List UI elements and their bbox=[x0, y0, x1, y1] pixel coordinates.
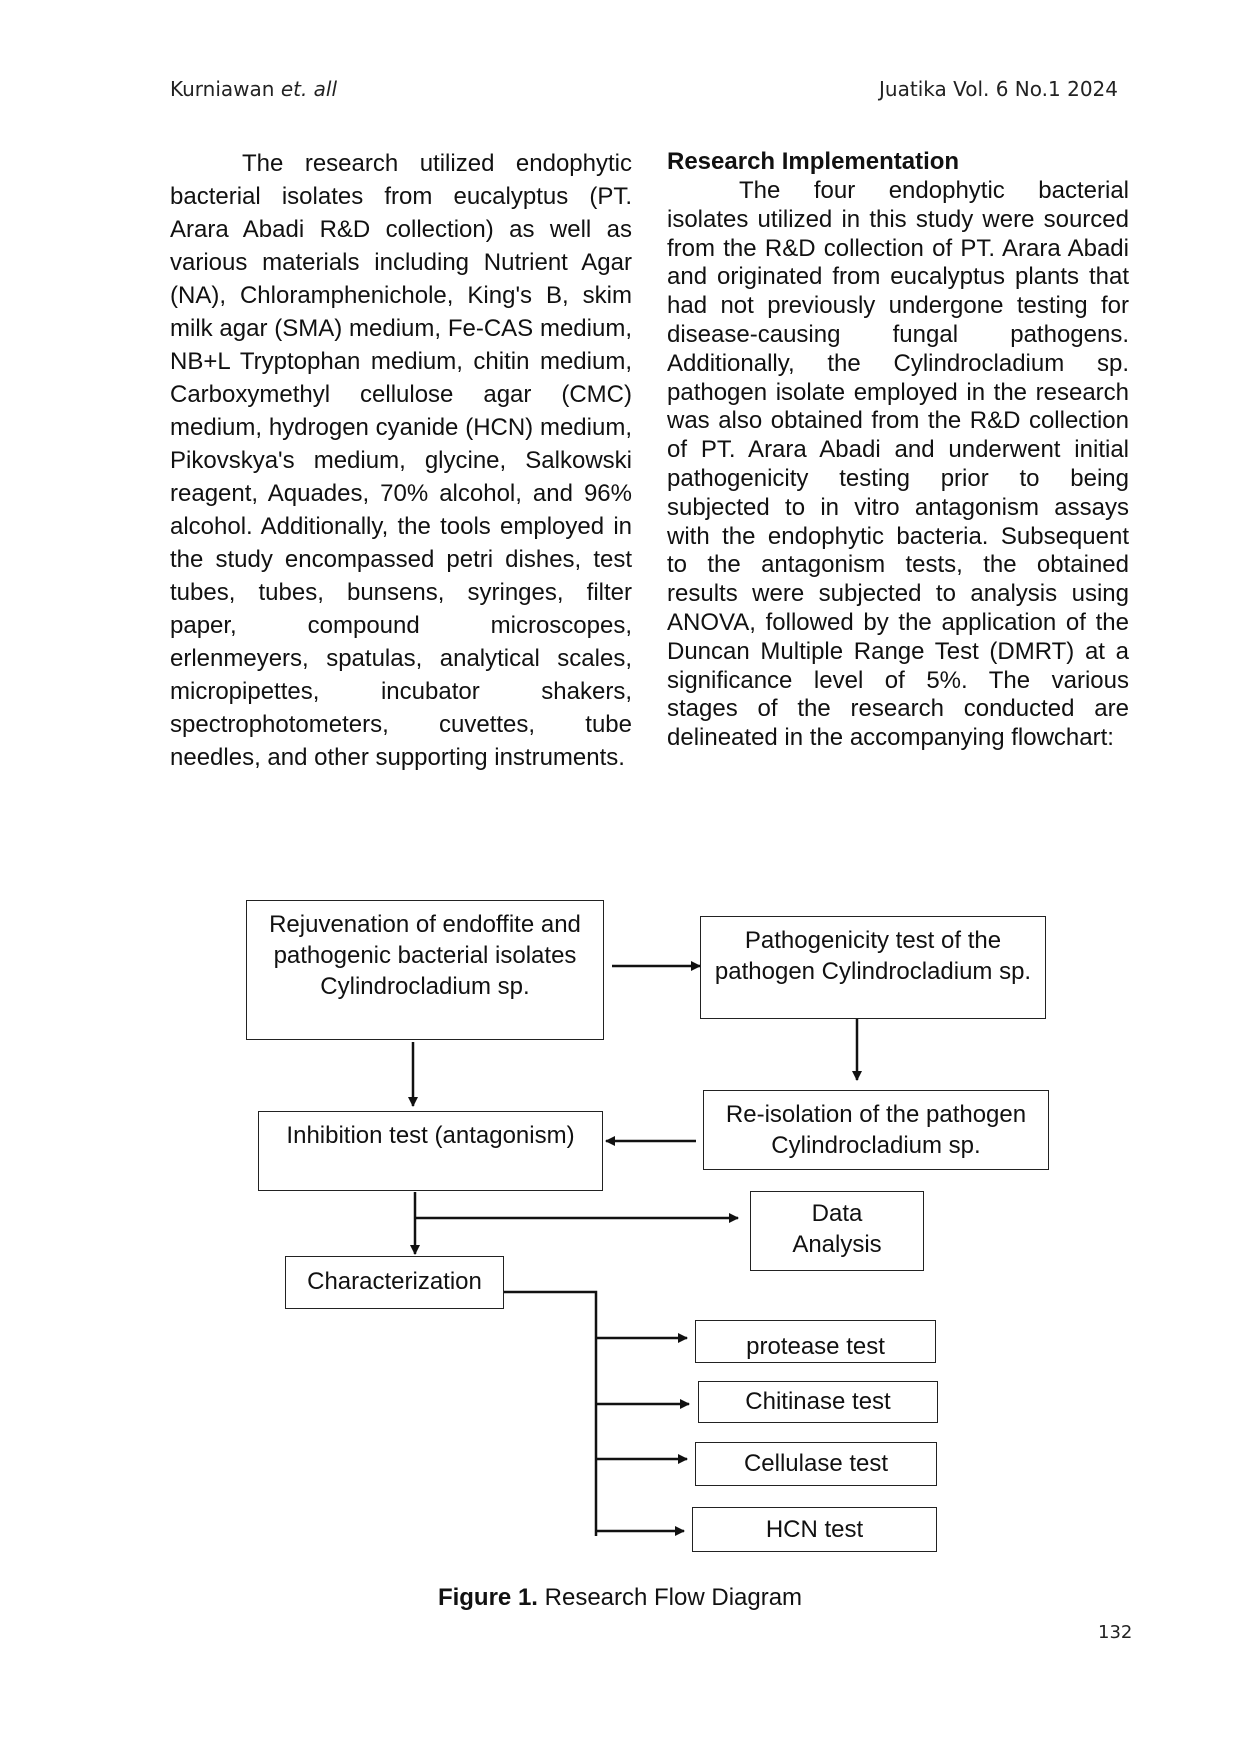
section-title: Research Implementation bbox=[667, 148, 960, 175]
box-protease: protease test bbox=[695, 1320, 936, 1363]
page-number: 132 bbox=[1098, 1622, 1133, 1643]
figure-caption bbox=[0, 1584, 1240, 1612]
materials-paragraph: The research utilized endophytic bacterial isolates from eucalyptus (PT. Arara Abadi R&D collection) as well as various materials including Nutrient Agar (NA), Chloramphenichole, King's B, skim milk agar (SMA) medium, Fe-CAS medium, NB+L Tryptophan medium, chitin medium, Carboxymethyl cellulose agar (CMC) medium, hydrogen cyanide (HCN) medium, Pikovskya's medium, glycine, Salkowski reagent, Aquades, 70% alcohol, and 96% alcohol. Additionally, the tools employed in the study encompassed petri dishes, test tubes, tubes, bunsens, syringes, filter paper, compound microscopes, erlenmeyers, spatulas, analytical scales, micropipettes, incubator shakers, spectrophotometers, cuvettes, tube needles, and other supporting instruments. bbox=[170, 150, 632, 771]
line-characterization-branch bbox=[504, 1292, 596, 1536]
box-characterization: Characterization bbox=[285, 1256, 504, 1309]
box-chitinase: Chitinase test bbox=[698, 1381, 938, 1423]
box-inhibition: Inhibition test (antagonism) bbox=[258, 1111, 603, 1191]
box-rejuvenation: Rejuvenation of endoffite and pathogenic bacterial isolates Cylindrocladium sp. bbox=[246, 900, 604, 1040]
running-header-journal: Juatika Vol. 6 No.1 2024 bbox=[879, 77, 1118, 101]
box-pathogenicity: Pathogenicity test of the pathogen Cylindrocladium sp. bbox=[700, 916, 1046, 1019]
author-name: Kurniawan bbox=[170, 77, 281, 101]
box-data-analysis: Data Analysis bbox=[750, 1191, 924, 1271]
author-etal: et. all bbox=[280, 77, 338, 101]
box-reisolation: Re-isolation of the pathogen Cylindrocladium sp. bbox=[703, 1090, 1049, 1170]
figure-label: Figure 1. bbox=[437, 1584, 538, 1611]
figure-caption-text: Research Flow Diagram bbox=[537, 1584, 803, 1611]
implementation-paragraph: The four endophytic bacterial isolates utilized in this study were sourced from the R&D collection of PT. Arara Abadi and originated from eucalyptus plants that had not previously undergone testing for disease-causing fungal pathogens. Additionally, the Cylindrocladium sp. pathogen isolate employed in the research was also obtained from the R&D collection of PT. Arara Abadi and underwent initial pathogenicity testing prior to being subjected to in vitro antagonism assays with the endophytic bacteria. Subsequent to the antagonism tests, the obtained results were subjected to analysis using ANOVA, followed by the application of the Duncan Multiple Range Test (DMRT) at a significance level of 5%. The various stages of the research conducted are delineated in the accompanying flowchart: bbox=[667, 177, 1129, 752]
box-cellulase: Cellulase test bbox=[695, 1442, 937, 1486]
box-hcn: HCN test bbox=[692, 1507, 937, 1552]
